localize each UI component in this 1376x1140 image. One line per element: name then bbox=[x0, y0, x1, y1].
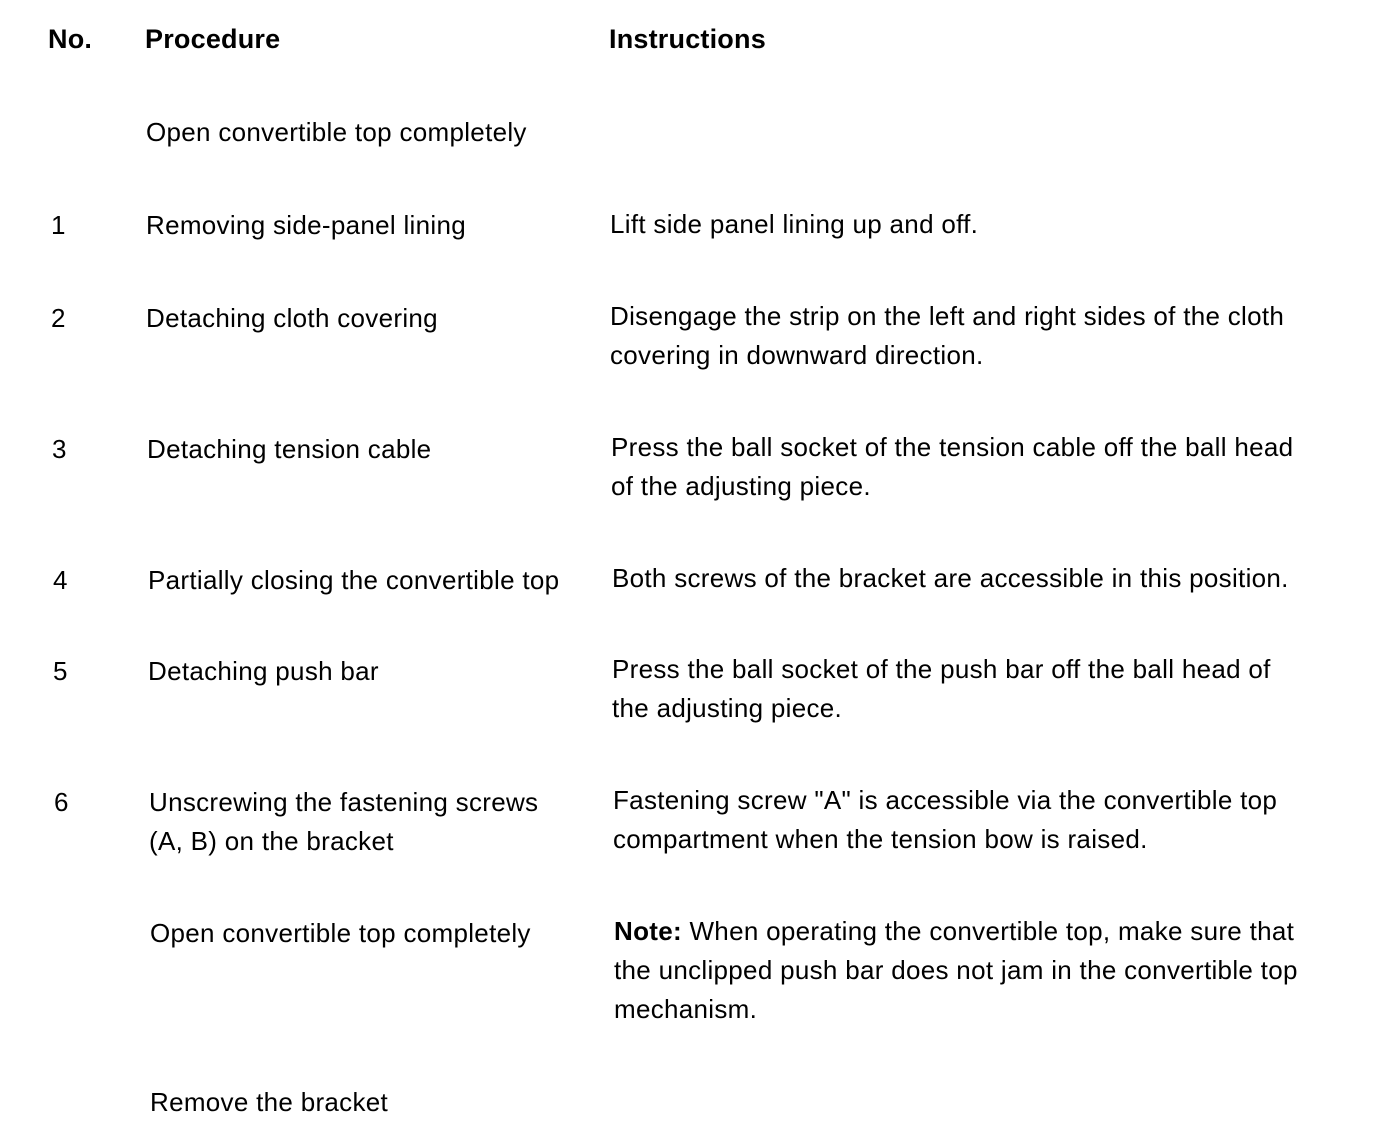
row-2-number: 2 bbox=[51, 303, 66, 333]
row-7-procedure: Open convertible top completely bbox=[150, 918, 531, 948]
row-6-procedure: Unscrewing the fastening screws (A, B) on the bracket bbox=[149, 787, 539, 856]
row-5-procedure: Detaching push bar bbox=[148, 656, 379, 686]
row-5-number: 5 bbox=[53, 656, 68, 686]
row-3-procedure: Detaching tension cable bbox=[147, 434, 432, 464]
row-1-procedure: Removing side-panel lining bbox=[146, 210, 466, 240]
row-2-instructions: Disengage the strip on the left and right sides of the cloth covering in downward direction. bbox=[610, 301, 1285, 370]
note-label: Note: bbox=[614, 916, 682, 946]
row-4-procedure: Partially closing the convertible top bbox=[148, 565, 560, 595]
header-instructions: Instructions bbox=[609, 24, 766, 54]
row-3-number: 3 bbox=[52, 434, 67, 464]
row-3-instructions: Press the ball socket of the tension cable off the ball head of the adjusting piece. bbox=[611, 432, 1294, 501]
row-8-procedure: Remove the bracket bbox=[150, 1087, 389, 1117]
header-no: No. bbox=[48, 24, 93, 54]
row-1-number: 1 bbox=[51, 210, 66, 240]
row-1-instructions: Lift side panel lining up and off. bbox=[610, 209, 979, 239]
row-4-instructions: Both screws of the bracket are accessible in this position. bbox=[612, 563, 1289, 593]
row-7-instructions: When operating the convertible top, make sure that the unclipped push bar does not jam in the convertible top mechanism. bbox=[614, 916, 1298, 1024]
row-6-instructions: Fastening screw "A" is accessible via the convertible top compartment when the tension bow is raised. bbox=[613, 785, 1278, 854]
header-procedure: Procedure bbox=[145, 24, 281, 54]
row-7-instructions-block bbox=[614, 912, 1314, 1029]
row-4-number: 4 bbox=[53, 565, 68, 595]
row-2-procedure: Detaching cloth covering bbox=[146, 303, 438, 333]
row-0-procedure: Open convertible top completely bbox=[146, 117, 527, 147]
row-6-number: 6 bbox=[54, 787, 69, 817]
row-5-instructions: Press the ball socket of the push bar off the ball head of the adjusting piece. bbox=[612, 654, 1271, 723]
